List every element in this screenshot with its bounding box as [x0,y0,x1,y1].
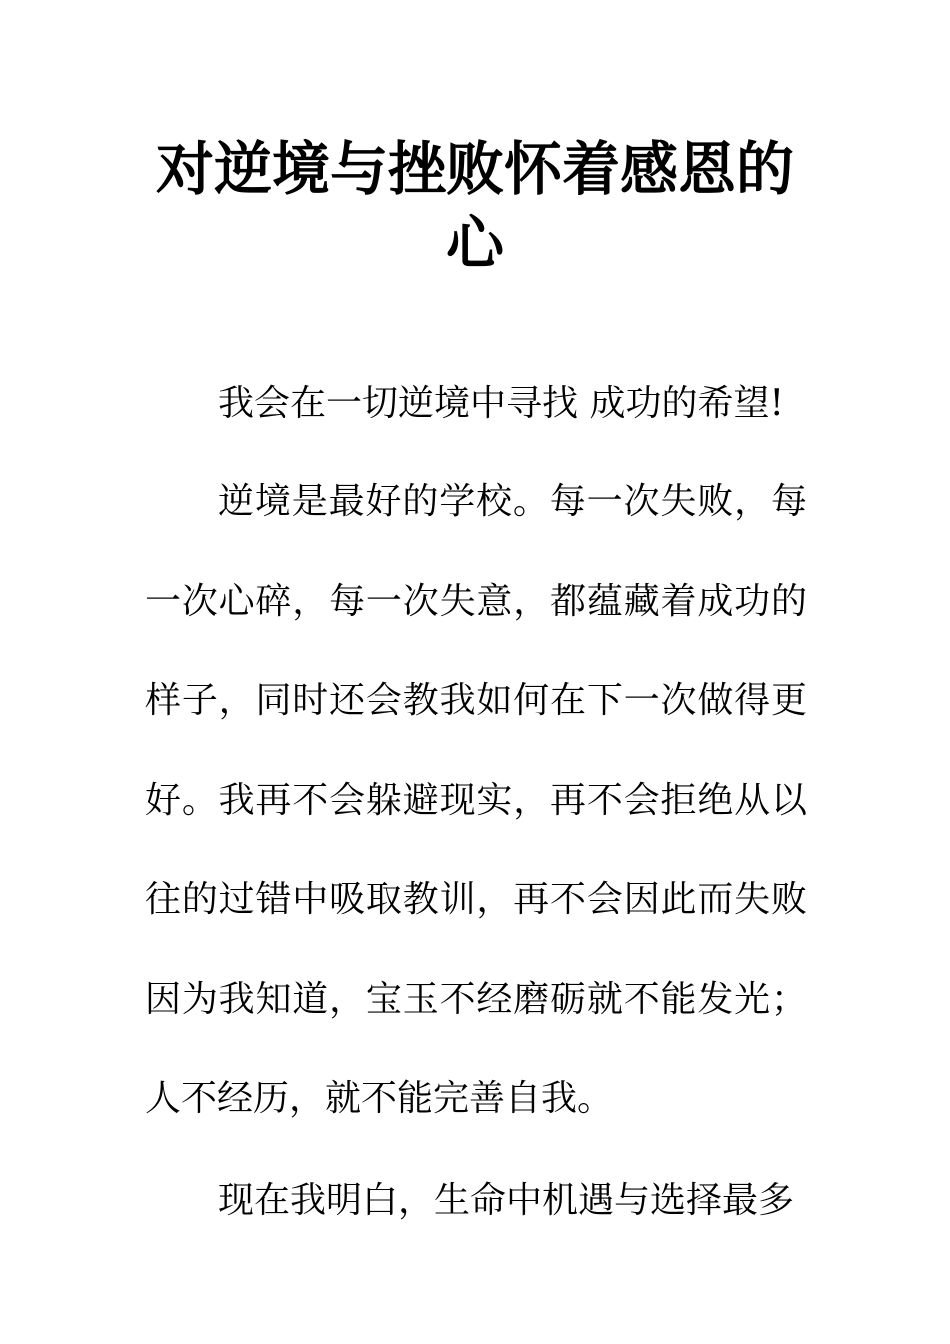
paragraph-3: 现在我明白，生命中机遇与选择最多 [218,1180,795,1221]
paragraph-1: 我会在一切逆境中寻找 成功的希望! [218,383,784,424]
paragraph-2: 逆境是最好的学校。每一次失败，每一次心碎，每一次失意，都蕴藏着成功的样子，同时还会教我如何在下一次做得更好。我再不会躲避现实，再不会拒绝从以往的过错中吸取教训，再不会因此而失败因为我知道，宝玉不经磨砺就不能发光；人不经历，就不能完善自我。 [145,481,807,1119]
document-title: 对逆境与挫败怀着感恩的心 [155,135,794,277]
